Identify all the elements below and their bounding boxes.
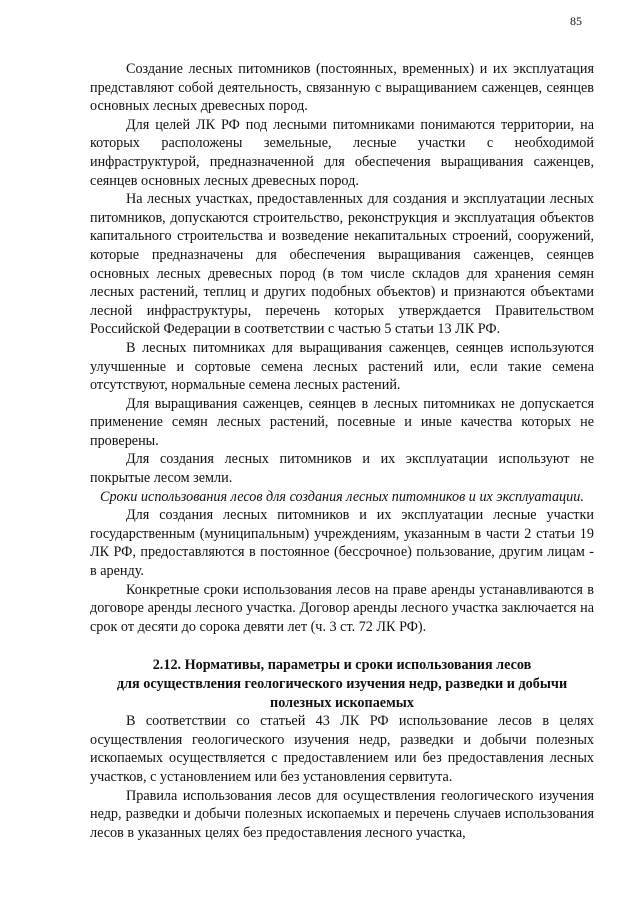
section-heading-line: полезных ископаемых xyxy=(270,694,414,711)
paragraph: Правила использования лесов для осуществления геологического изучения недр, разведки и добычи полезных ископаемых и перечень случаев использования лесов в указанных целях без предоставления лесного участка, xyxy=(90,787,594,841)
page-body xyxy=(90,60,594,842)
paragraph: Для целей ЛК РФ под лесными питомниками понимаются территории, на которых расположены земельные, лесные участки с необходимой инфраструктурой, предназначенной для обеспечения выращивания саженцев, сеянцев основных лесных древесных пород. xyxy=(90,116,594,189)
paragraph: На лесных участках, предоставленных для создания и эксплуатации лесных питомников, допускаются строительство, реконструкция и эксплуатация объектов капитального строительства и возведение некапитальных строений, сооружений, которые предназначены для обеспечения выращивания саженцев, сеянцев основных лесных древесных пород (в том числе складов для хранения семян лесных растений, теплиц и других подобных объектов) и признаются объектами лесной инфраструктуры, перечень которых утверждается Правительством Российской Федерации в соответствии с частью 5 статьи 13 ЛК РФ. xyxy=(90,191,594,338)
paragraph: Создание лесных питомников (постоянных, временных) и их эксплуатация представляют собой деятельность, связанную с выращиванием саженцев, сеянцев основных лесных древесных пород. xyxy=(90,61,594,115)
paragraph: В соответствии со статьей 43 ЛК РФ использование лесов в целях осуществления геологического изучения недр, разведки и добычи полезных ископаемых осуществляется с предоставлением или без предоставления лесных участков, с установлением или без установления сервитута. xyxy=(90,713,594,785)
section-heading xyxy=(90,656,594,712)
page-number: 85 xyxy=(570,14,582,28)
section-heading-line: 2.12. Нормативы, параметры и сроки использования лесов xyxy=(152,657,532,674)
section-heading-line: для осуществления геологического изучения недр, разведки и добычи xyxy=(116,676,568,692)
italic-subheading: Сроки использования лесов для создания лесных питомников и их эксплуатации. xyxy=(100,488,584,505)
paragraph: Для выращивания саженцев, сеянцев в лесных питомниках не допускается применение семян лесных растений, посевные и иные качества которых не проверены. xyxy=(90,395,594,449)
paragraph: В лесных питомниках для выращивания саженцев, сеянцев используются улучшенные и сортовые семена лесных растений или, если такие семена отсутствуют, нормальные семена лесных растений. xyxy=(90,339,594,394)
paragraph: Для создания лесных питомников и их эксплуатации используют не покрытые лесом земли. xyxy=(90,451,594,487)
paragraph: Конкретные сроки использования лесов на праве аренды устанавливаются в договоре аренды лесного участка. Договор аренды лесного участка заключается на срок от десяти до сорока девяти лет (ч. 3 ст. 72 ЛК РФ). xyxy=(90,581,594,635)
paragraph: Для создания лесных питомников и их эксплуатации лесные участки государственным (муниципальным) учреждениям, указанным в части 2 статьи 19 ЛК РФ, предоставляются в постоянное (бессрочное) пользование, другим лицам - в аренду. xyxy=(90,507,594,580)
